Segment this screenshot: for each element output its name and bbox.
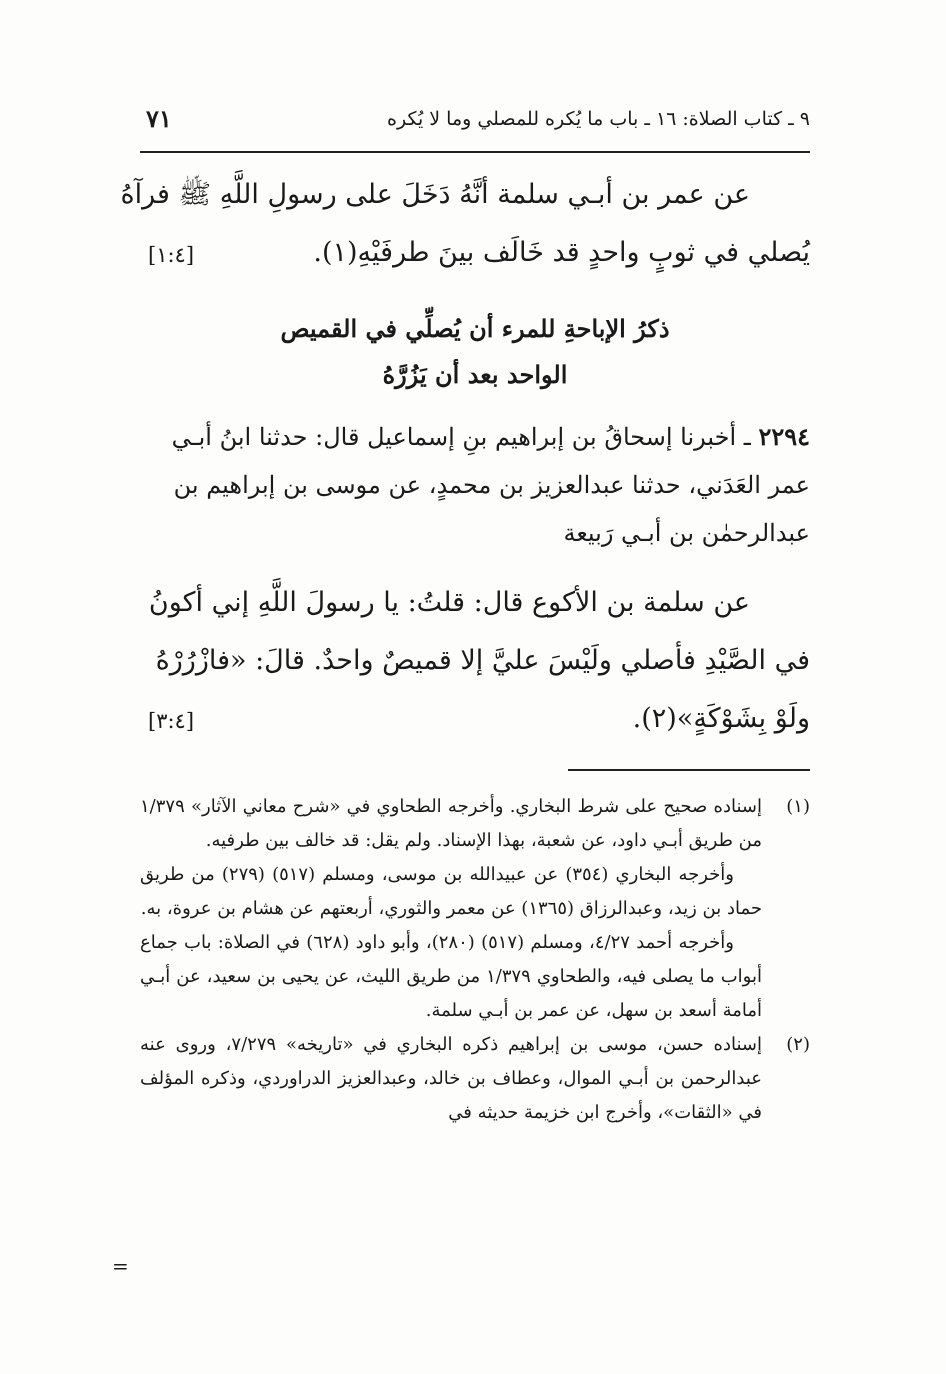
hadith-1-line-1: عن عمر بن أبـي سلمة أنَّهُ دَخَلَ على رسولِ اللَّهِ ﷺ فرآهُ xyxy=(120,179,750,210)
header-rule xyxy=(140,151,810,153)
page-number: ٧١ xyxy=(146,104,172,133)
footnote-1-paragraph-2: وأخرجه البخاري (٣٥٤) عن عبيدالله بن موسى، ومسلم (٥١٧) (٢٧٩) من طريق حماد بن زيد، وعبدالرزاق (١٣٦٥) عن معمر والثوري، أربعتهم عن هشام بن عروة، به. xyxy=(140,864,762,919)
footnote-separator xyxy=(568,769,810,771)
chapter-heading xyxy=(140,306,810,398)
isnad-text: ـ أخبرنا إسحاقُ بن إبراهيم بنِ إسماعيل قال: حدثنا ابنُ أبـي عمر العَدَني، حدثنا عبدالعزيز بن محمدٍ، عن موسى بن إبراهيم بن عبدالرحمٰن بن أبـي رَبيعة xyxy=(171,423,810,547)
hadith-2-line-3: ولَوْ بِشَوْكَةٍ»(٢). xyxy=(632,703,810,734)
chapter-heading-line-2: الواحد بعد أن يَزُرَّهُ xyxy=(382,360,568,389)
hadith-2-reference: [٣:٤] xyxy=(148,709,195,733)
hadith-number: ٢٢٩٤ xyxy=(758,422,810,451)
isnad-paragraph xyxy=(140,413,810,557)
page-header xyxy=(140,102,810,142)
hadith-1-line-2-row xyxy=(140,224,810,282)
footnote-2-paragraph-1: إسناده حسن، موسى بن إبراهيم ذكره البخاري في «تاريخه» ٧/٢٧٩، وروى عنه عبدالرحمن بن أبـي الموال، وعطاف بن خالد، وعبدالعزيز الدراوردي، وذكره المؤلف في «الثقات»، وأخرج ابن خزيمة حديثه في xyxy=(140,1034,762,1123)
footnote-2 xyxy=(140,1028,810,1130)
footnote-1-paragraph-1: إسناده صحيح على شرط البخاري. وأخرجه الطحاوي في «شرح معاني الآثار» ١/٣٧٩ من طريق أبـي داود، عن شعبة، بهذا الإسناد. ولم يقل: قد خالف بين طرفيه. xyxy=(140,796,762,851)
hadith-2-line-1: عن سلمة بن الأكوع قال: قلتُ: يا رسولَ اللَّهِ إني أكونُ xyxy=(148,587,750,618)
footnotes xyxy=(140,790,810,1130)
footnote-2-number: (٢) xyxy=(786,1034,810,1055)
chapter-heading-line-1: ذكرُ الإباحةِ للمرء أن يُصلِّي في القميص xyxy=(280,314,670,343)
running-title: ٩ ـ كتاب الصلاة: ١٦ ـ باب ما يُكره للمصلي وما لا يُكره xyxy=(387,108,810,130)
footnote-1-paragraph-3: وأخرجه أحمد ٤/٢٧، ومسلم (٥١٧) (٢٨٠)، وأبو داود (٦٢٨) في الصلاة: باب جماع أبواب ما يصلى فيه، والطحاوي ١/٣٧٩ من طريق الليث، عن يحيى بن سعيد، عن أبـي أمامة أسعد بن سهل، عن عمر بن أبـي سلمة. xyxy=(140,932,762,1021)
hadith-1-line-2: يُصلي في ثوبٍ واحدٍ قد خَالَف بينَ طرفَيْهِ(١). xyxy=(313,237,810,268)
hadith-2-line-2: في الصَّيْدِ فأصلي ولَيْسَ عليَّ إلا قميصٌ واحدٌ. قالَ: «فازْرُرْهُ xyxy=(155,645,810,676)
hadith-1 xyxy=(120,166,810,282)
footnote-1 xyxy=(140,790,810,1028)
hadith-2 xyxy=(140,574,810,748)
footnote-1-number: (١) xyxy=(786,796,810,817)
continuation-mark: = xyxy=(112,1254,129,1278)
hadith-1-reference: [١:٤] xyxy=(148,243,195,267)
hadith-2-line-3-row xyxy=(140,690,810,748)
